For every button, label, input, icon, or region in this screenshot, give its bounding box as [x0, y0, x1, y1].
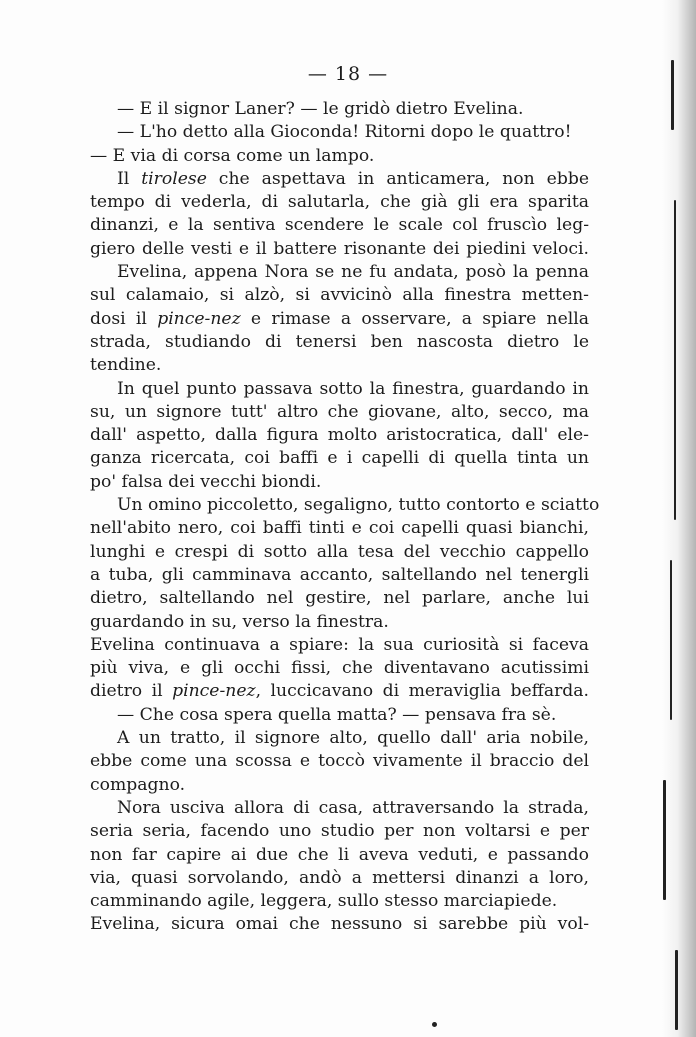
paragraph: [90, 378, 589, 401]
text-line: più viva, e gli occhi fissi, che diventavano acutissimi: [90, 658, 589, 679]
paragraph: [90, 98, 589, 121]
paragraph: [90, 634, 589, 704]
text-line: Un omino piccoletto, segaligno, tutto contorto e sciatto: [117, 495, 600, 516]
paragraph: [90, 797, 589, 820]
text-line: Evelina continuava a spiare: la sua curiosità si faceva: [90, 634, 589, 655]
text-line: sul calamaio, si alzò, si avvicinò alla finestra metten-: [90, 285, 589, 306]
text-line: A un tratto, il signore alto, quello dall' aria nobile,: [117, 728, 589, 749]
text-line: lunghi e crespi di sotto alla tesa del vecchio cappello: [90, 541, 589, 562]
paragraph-continued: [90, 191, 589, 261]
text-line: ebbe come una scossa e toccò vivamente il braccio del: [90, 751, 589, 772]
text-line: non far capire ai due che li aveva veduti, e passando: [90, 844, 589, 865]
paragraph: [90, 913, 589, 936]
text-line: — Che cosa spera quella matta? — pensava fra sè.: [117, 704, 557, 725]
text-line: Evelina, appena Nora se ne fu andata, posò la penna: [117, 262, 589, 283]
text-line: via, quasi sorvolando, andò a mettersi dinanzi a loro,: [90, 867, 589, 888]
text-line: giero delle vesti e il battere risonante dei piedini veloci.: [90, 238, 589, 259]
paragraph-continued: [90, 750, 589, 797]
text-line: po' falsa dei vecchi biondi.: [90, 471, 322, 492]
text-line: camminando agile, leggera, sullo stesso marciapiede.: [90, 891, 558, 912]
text-line: — L'ho detto alla Gioconda! Ritorni dopo le quattro!: [117, 122, 572, 143]
spine-mark: [671, 60, 674, 130]
text-line: dietro il pince-nez, luccicavano di meraviglia beffarda.: [90, 681, 589, 702]
text-line: a tuba, gli camminava accanto, saltellando nel tenergli: [90, 564, 589, 585]
page-number: — 18 —: [307, 63, 389, 85]
text-line: — E il signor Laner? — le gridò dietro Evelina.: [117, 99, 524, 119]
text-line: guardando in su, verso la finestra.: [90, 611, 389, 632]
paragraph: [90, 727, 589, 750]
text-line: In quel punto passava sotto la finestra, guardando in: [117, 378, 589, 399]
text-line: — E via di corsa come un lampo.: [90, 145, 375, 166]
text-line: dietro, saltellando nel gestire, nel parlare, anche lui: [90, 588, 589, 609]
paragraph: [90, 261, 589, 284]
spine-mark: [663, 780, 666, 900]
spine-mark: [675, 950, 678, 1030]
text-line: Nora usciva allora di casa, attraversando la strada,: [117, 797, 589, 818]
text-line: dall' aspetto, dalla figura molto aristocratica, dall' ele-: [90, 425, 589, 446]
text-line: compagno.: [90, 774, 186, 795]
text-line: tempo di vederla, di salutarla, che già gli era sparita: [90, 192, 589, 213]
paragraph: [90, 145, 589, 168]
text-line: dosi il pince-nez e rimase a osservare, a spiare nella: [90, 308, 590, 329]
paragraph: [90, 168, 589, 191]
text-line: nell'abito nero, coi baffi tinti e coi capelli quasi bianchi,: [90, 518, 589, 539]
body-text: [90, 98, 600, 937]
paragraph: [90, 121, 589, 144]
text-line: seria seria, facendo uno studio per non voltarsi e per: [90, 821, 589, 842]
paragraph: [90, 494, 600, 517]
text-line: dinanzi, e la sentiva scendere le scale col fruscìo leg-: [90, 215, 589, 236]
text-line: tendine.: [90, 355, 162, 376]
text-line: Evelina, sicura omai che nessuno si sarebbe più vol-: [90, 914, 589, 935]
paragraph: [90, 704, 589, 727]
paragraph-continued: [90, 517, 589, 633]
text-line: strada, studiando di tenersi ben nascosta dietro le: [90, 331, 589, 352]
spine-mark: [670, 560, 672, 720]
text-line: su, un signore tutt' altro che giovane, alto, secco, ma: [90, 401, 589, 422]
paragraph-continued: [90, 401, 589, 494]
paragraph-continued: [90, 820, 589, 913]
text-line: Il tirolese che aspettava in anticamera, non ebbe: [117, 168, 590, 189]
ink-dot: [432, 1022, 437, 1027]
spine-mark: [674, 200, 676, 520]
text-line: ganza ricercata, coi baffi e i capelli di quella tinta un: [90, 448, 589, 469]
paragraph-continued: [90, 284, 589, 377]
book-spine-shadow: [662, 0, 696, 1037]
